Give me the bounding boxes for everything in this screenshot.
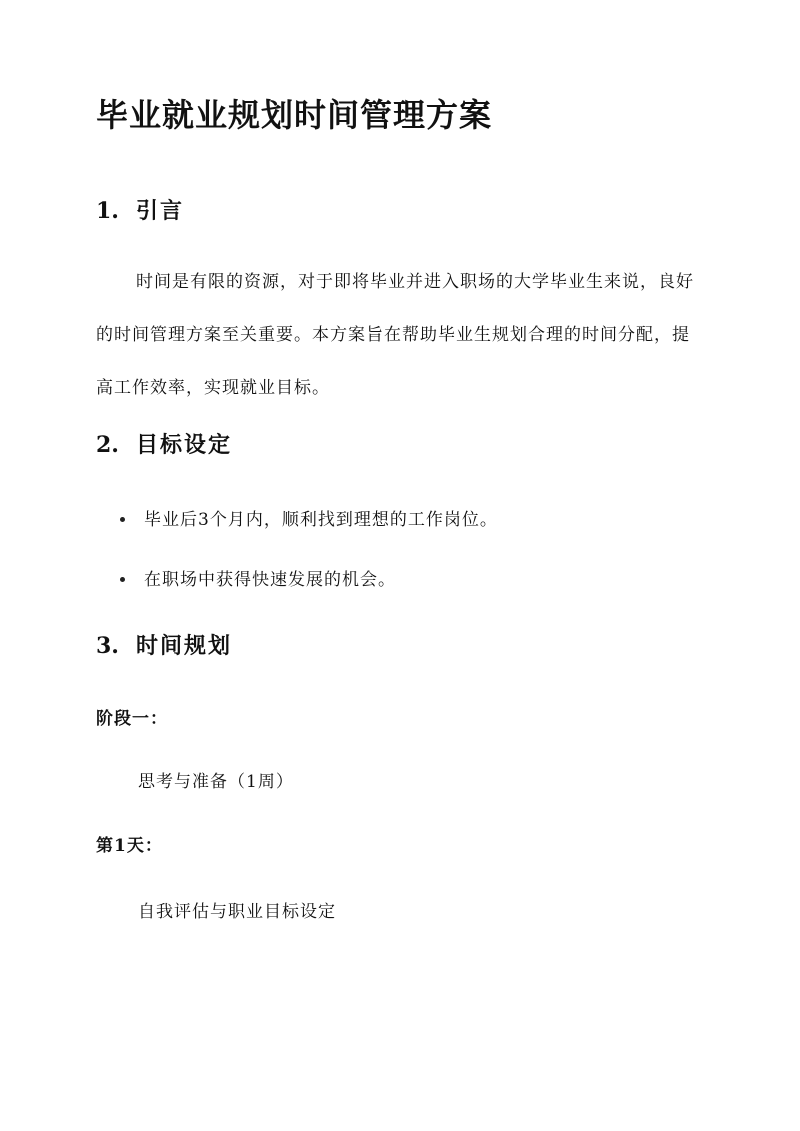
- section-heading-text: 目标设定: [136, 432, 233, 458]
- goals-list: [96, 496, 498, 616]
- section-heading-goals: [96, 432, 232, 458]
- section-number: 2.: [96, 432, 119, 458]
- list-item: [96, 496, 498, 556]
- section-number: 3.: [96, 633, 119, 659]
- section-heading-text: 时间规划: [136, 633, 233, 659]
- section-heading-text: 引言: [136, 198, 185, 224]
- intro-paragraph: 时间是有限的资源，对于即将毕业并进入职场的大学毕业生来说，良好的时间管理方案至关重要。本方案旨在帮助毕业生规划合理的时间分配，提高工作效率，实现就业目标。: [96, 272, 694, 398]
- section-heading-schedule: [96, 633, 232, 659]
- stage-text: 思考与准备（1周）: [138, 772, 294, 792]
- section-heading-intro: [96, 198, 184, 224]
- stage-label: 阶段一：: [96, 709, 168, 729]
- day-text: 自我评估与职业目标设定: [138, 902, 336, 922]
- bullet-icon: [120, 577, 125, 582]
- day-label: 第1天：: [96, 836, 163, 856]
- list-item-text: 在职场中获得快速发展的机会。: [144, 570, 396, 590]
- document-title: 毕业就业规划时间管理方案: [96, 96, 493, 134]
- list-item-text: 毕业后3个月内，顺利找到理想的工作岗位。: [144, 510, 498, 530]
- bullet-icon: [120, 517, 125, 522]
- section-number: 1.: [96, 198, 119, 224]
- list-item: [96, 556, 498, 616]
